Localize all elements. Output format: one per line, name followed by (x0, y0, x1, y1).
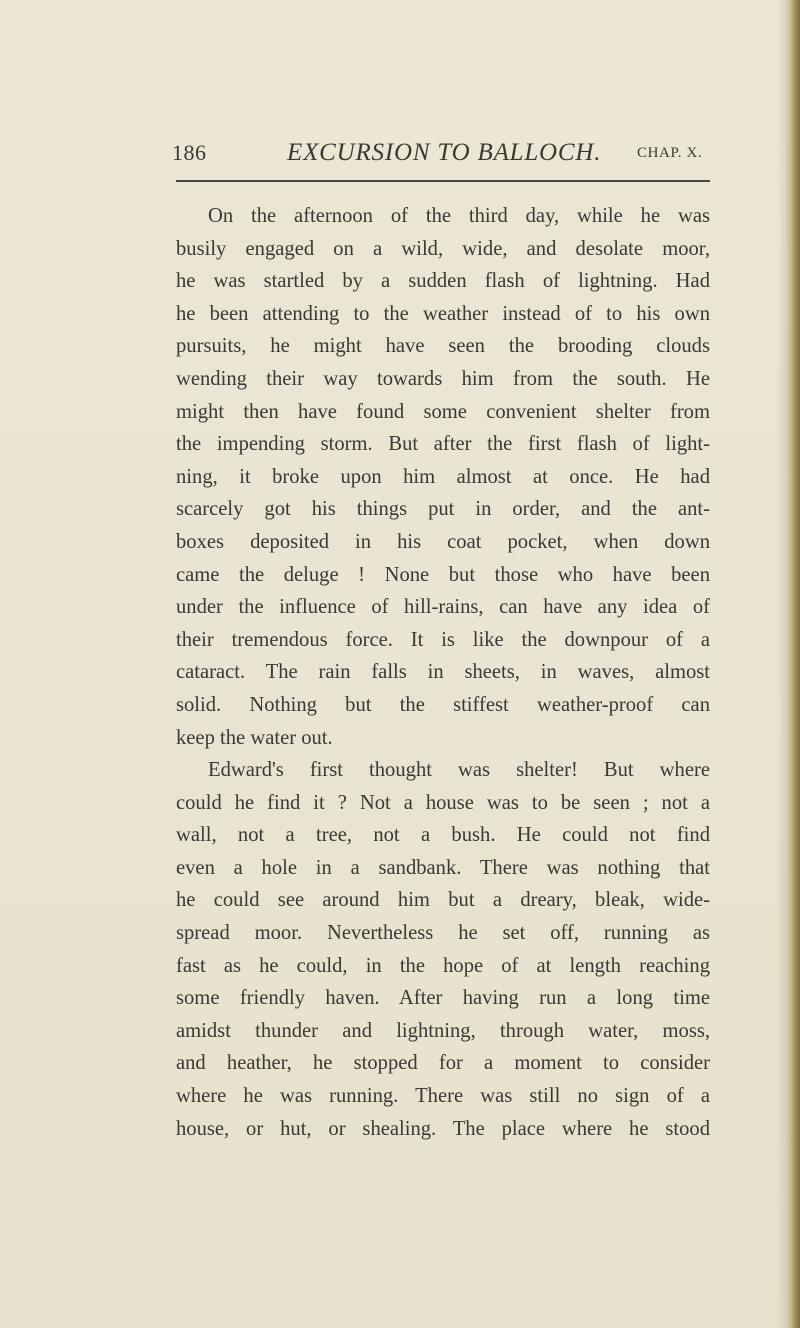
text-line: spread moor. Nevertheless he set off, running as (176, 922, 710, 945)
text-line: even a hole in a sandbank. There was nothing that (176, 856, 710, 879)
text-line: scarcely got his things put in order, and the ant- (176, 498, 710, 521)
text-line: busily engaged on a wild, wide, and desolate moor, (176, 237, 710, 260)
text-line: their tremendous force. It is like the downpour of a (176, 628, 710, 651)
text-line: keep the water out. (176, 726, 333, 749)
text-line: On the afternoon of the third day, while he was (208, 205, 710, 227)
text-line: some friendly haven. After having run a long time (176, 987, 710, 1010)
text-line: solid. Nothing but the stiffest weather-proof can (176, 693, 710, 716)
text-line: could he find it ? Not a house was to be seen ; not a (176, 791, 710, 814)
text-line: pursuits, he might have seen the brooding clouds (176, 335, 710, 358)
text-line: under the influence of hill-rains, can have any idea of (176, 596, 710, 619)
text-line: he was startled by a sudden flash of lightning. Had (176, 270, 710, 293)
body-text (176, 200, 710, 1145)
text-line: ning, it broke upon him almost at once. He had (176, 465, 710, 488)
text-line: house, or hut, or shealing. The place where he stood (176, 1117, 710, 1140)
page-number: 186 (172, 140, 207, 165)
text-line: wending their way towards him from the south. He (176, 367, 710, 390)
header-rule (176, 180, 710, 182)
text-line: boxes deposited in his coat pocket, when down (176, 530, 710, 553)
text-line: cataract. The rain falls in sheets, in waves, almost (176, 661, 710, 684)
page-edge (786, 0, 800, 1328)
text-line: where he was running. There was still no sign of a (176, 1085, 710, 1108)
chapter-title: EXCURSION TO BALLOCH. (287, 139, 602, 166)
chapter-label: CHAP. X. (637, 145, 703, 161)
page-edge-shadow (776, 0, 786, 1328)
text-line: Edward's first thought was shelter! But where (208, 759, 710, 782)
text-line: he been attending to the weather instead of to his own (176, 302, 710, 325)
running-head (172, 140, 712, 170)
text-line: and heather, he stopped for a moment to consider (176, 1052, 710, 1075)
text-line: might then have found some convenient shelter from (176, 400, 710, 423)
text-line: amidst thunder and lightning, through water, moss, (176, 1019, 710, 1042)
text-line: he could see around him but a dreary, bleak, wide- (176, 889, 710, 912)
text-line: the impending storm. But after the first flash of light- (176, 433, 710, 456)
text-line: wall, not a tree, not a bush. He could not find (176, 824, 710, 847)
text-line: came the deluge ! None but those who have been (176, 563, 710, 586)
text-line: fast as he could, in the hope of at length reaching (176, 954, 710, 977)
